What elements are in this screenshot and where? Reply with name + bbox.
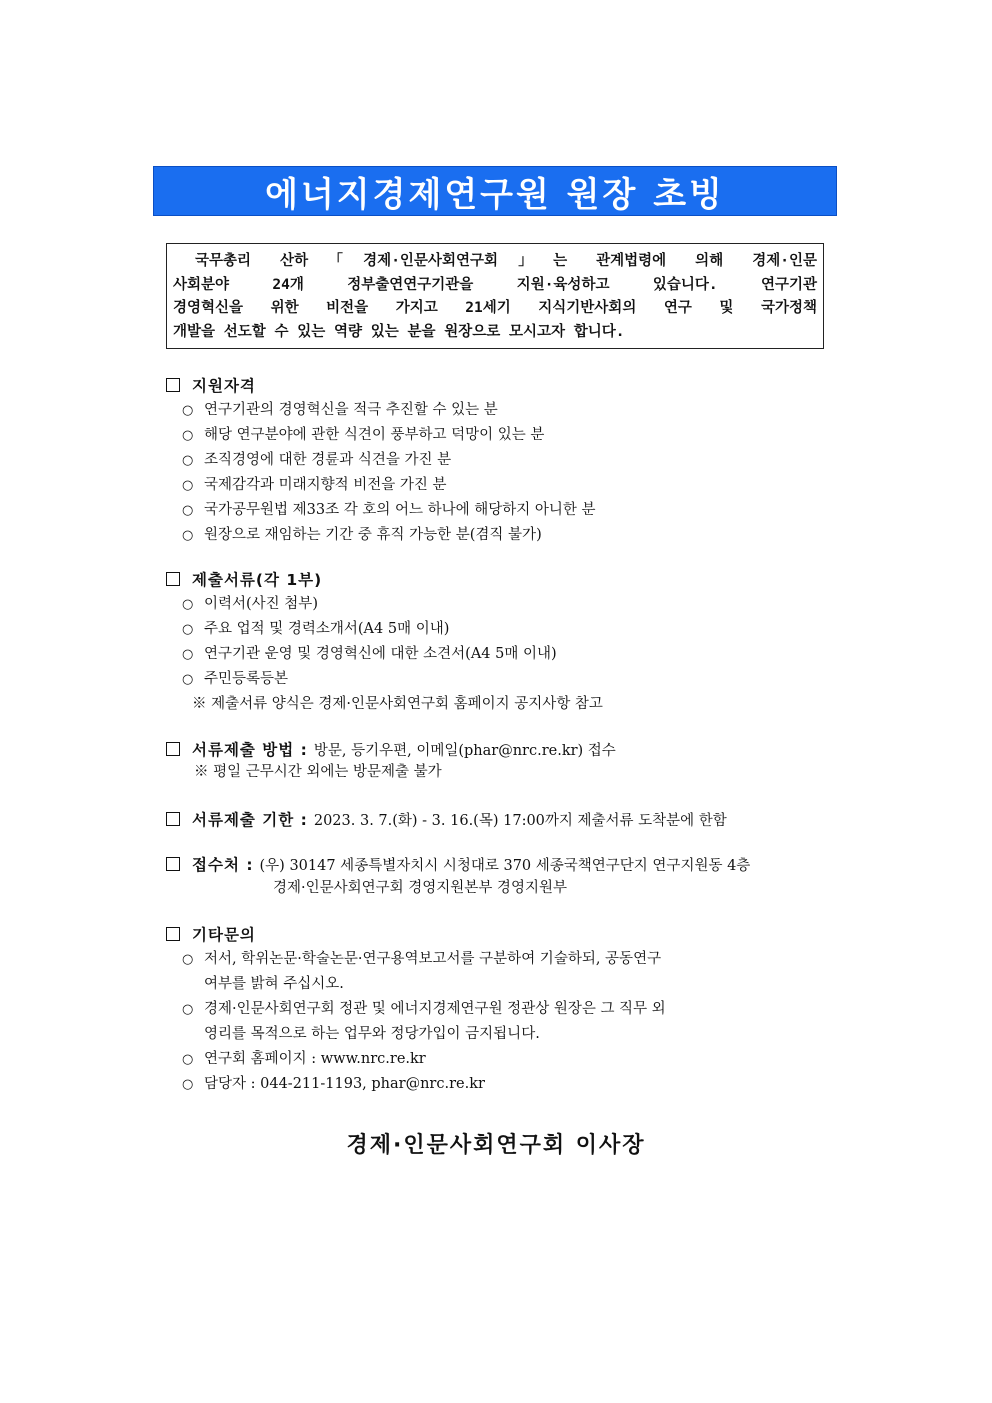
intro-box [166,243,824,349]
deadline-value: 2023. 3. 7.(화) - 3. 16.(목) 17:00까지 제출서류 도착분에 한함 [313,812,727,829]
list-item: ○ 주요 업적 및 경력소개서(A4 5매 이내) [166,617,603,642]
circle-bullet-icon: ○ [182,1052,194,1067]
heading-text: 서류제출 방법 : [192,741,308,759]
heading-text: 접수처 : [192,856,254,874]
circle-bullet-icon: ○ [182,403,194,418]
list-item: ○ 담당자 : 044-211-1193, phar@nrc.re.kr [166,1072,666,1097]
circle-bullet-icon: ○ [182,672,194,687]
checkbox-square-icon [166,572,180,586]
address-section [166,853,750,901]
circle-bullet-icon: ○ [182,453,194,468]
checkbox-square-icon [166,812,180,826]
method-value: 방문, 등기우편, 이메일(phar@nrc.re.kr) 접수 [313,742,616,759]
documents-note: ※ 제출서류 양식은 경제·인문사회연구회 홈페이지 공지사항 참고 [192,696,603,712]
circle-bullet-icon: ○ [182,647,194,662]
list-item: ○ 연구기관 운영 및 경영혁신에 대한 소견서(A4 5매 이내) [166,642,603,667]
section-heading [166,374,596,396]
intro-line-2: 사회분야 24개 정부출연연구기관을 지원·육성하고 있습니다. 연구기관 [173,276,817,293]
circle-bullet-icon: ○ [182,478,194,493]
checkbox-square-icon [166,927,180,941]
section-heading [166,738,616,760]
list-item-continuation: 여부를 밝혀 주십시오. [204,976,344,992]
circle-bullet-icon: ○ [182,1002,194,1017]
circle-bullet-icon: ○ [182,622,194,637]
qualifications-section [166,374,596,548]
circle-bullet-icon: ○ [182,952,194,967]
list-item: ○ 조직경영에 대한 경륜과 식견을 가진 분 [166,448,596,473]
heading-text: 기타문의 [192,926,256,944]
circle-bullet-icon: ○ [182,597,194,612]
section-heading [166,568,603,590]
documents-section [166,568,603,717]
section-heading [166,808,727,830]
title-banner [153,166,837,216]
circle-bullet-icon: ○ [182,528,194,543]
list-item: ○ 연구회 홈페이지 : www.nrc.re.kr [166,1047,666,1072]
list-item: ○ 경제·인문사회연구회 정관 및 에너지경제연구원 정관상 원장은 그 직무 외 [166,997,666,1022]
section-heading [166,923,666,945]
address-line-1: (우) 30147 세종특별자치시 시청대로 370 세종국책연구단지 연구지원동 4층 [259,857,751,874]
inquiries-section [166,923,666,1097]
method-section [166,738,616,785]
heading-text: 지원자격 [192,377,256,395]
circle-bullet-icon: ○ [182,503,194,518]
heading-text: 제출서류(각 1부) [192,571,323,589]
page-title: 에너지경제연구원 원장 초빙 [265,174,725,215]
list-item: ○ 주민등록등본 [166,667,603,692]
address-line-2: 경제·인문사회연구회 경영지원본부 경영지원부 [273,880,567,896]
method-note: ※ 평일 근무시간 외에는 방문제출 불가 [194,764,442,780]
intro-line-1: 국무총리 산하「경제·인문사회연구회」는 관계법령에 의해 경제·인문 [195,253,817,269]
heading-text: 서류제출 기한 : [192,811,308,829]
list-item: ○ 저서, 학위논문·학술논문·연구용역보고서를 구분하여 기술하되, 공동연구 [166,947,666,972]
list-item: ○ 국가공무원법 제33조 각 호의 어느 하나에 해당하지 아니한 분 [166,498,596,523]
list-item: ○ 연구기관의 경영혁신을 적극 추진할 수 있는 분 [166,398,596,423]
list-item: ○ 이력서(사진 첨부) [166,592,603,617]
signature: 경제·인문사회연구회 이사장 [346,1133,646,1158]
checkbox-square-icon [166,857,180,871]
checkbox-square-icon [166,742,180,756]
list-item-continuation: 영리를 목적으로 하는 업무와 정당가입이 금지됩니다. [204,1026,540,1042]
intro-line-4: 개발을 선도할 수 있는 역량 있는 분을 원장으로 모시고자 합니다. [173,323,625,340]
section-heading [166,853,750,875]
circle-bullet-icon: ○ [182,428,194,443]
circle-bullet-icon: ○ [182,1077,194,1092]
checkbox-square-icon [166,378,180,392]
list-item: ○ 원장으로 재임하는 기간 중 휴직 가능한 분(겸직 불가) [166,523,596,548]
list-item: ○ 해당 연구분야에 관한 식견이 풍부하고 덕망이 있는 분 [166,423,596,448]
deadline-section [166,808,727,830]
list-item: ○ 국제감각과 미래지향적 비전을 가진 분 [166,473,596,498]
intro-line-3: 경영혁신을 위한 비전을 가지고 21세기 지식기반사회의 연구 및 국가정책 [173,300,817,316]
